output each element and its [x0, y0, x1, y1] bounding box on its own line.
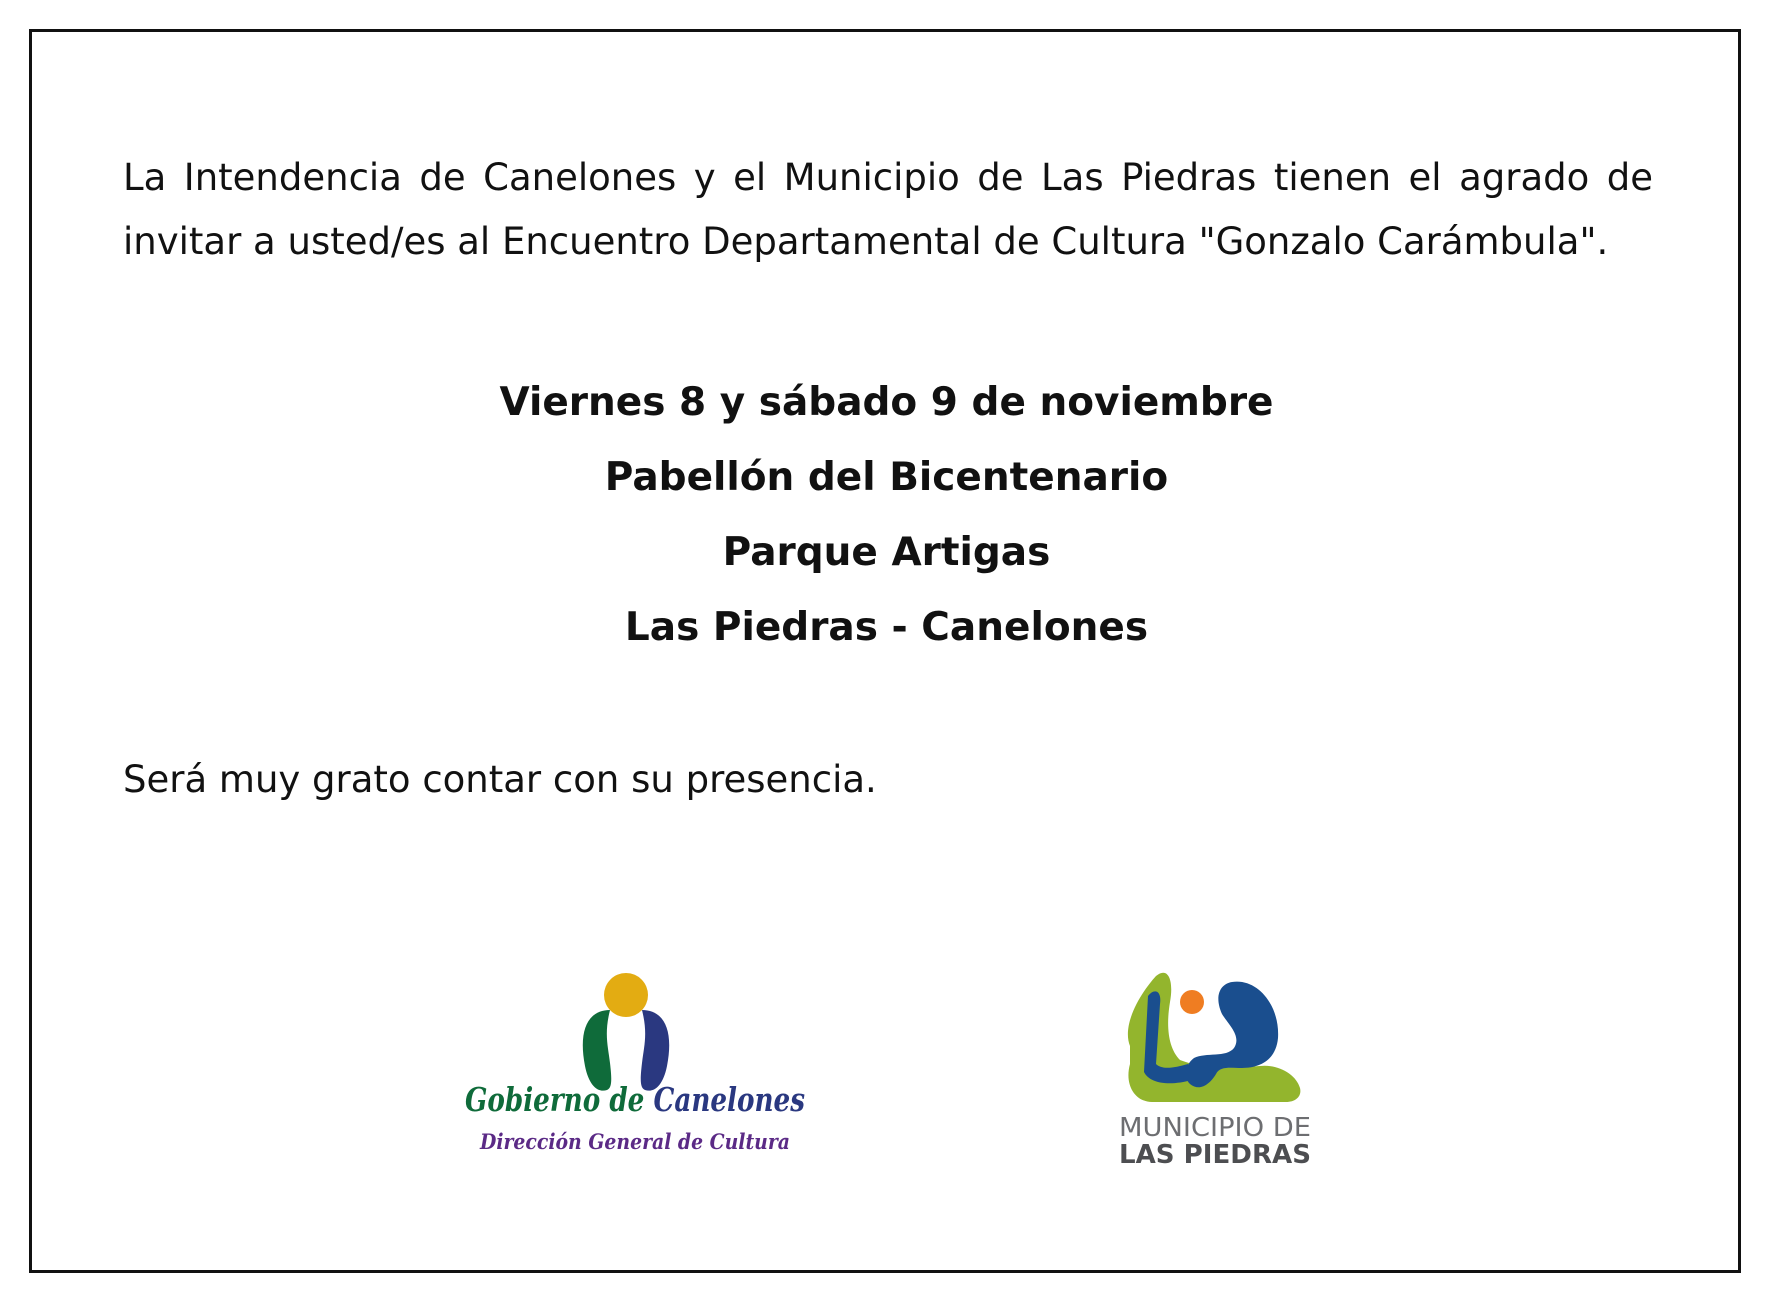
canelones-title-part1: Gobierno de: [465, 1080, 703, 1119]
canelones-logo: [460, 968, 845, 1168]
canelones-subtitle: Dirección General de Cultura: [479, 1129, 790, 1154]
event-date: Viernes 8 y sábado 9 de noviembre: [499, 380, 1274, 425]
event-venue: Pabellón del Bicentenario: [604, 455, 1169, 500]
piedras-logo-line1: MUNICIPIO DE: [1119, 1113, 1311, 1143]
piedras-logo: [1110, 968, 1320, 1173]
las-piedras-emblem-icon: [1128, 973, 1300, 1102]
svg-text:Gobierno de Canelones: [465, 1080, 845, 1119]
piedras-logo-line2: LAS PIEDRAS: [1119, 1140, 1311, 1170]
event-city: Las Piedras - Canelones: [624, 605, 1149, 650]
closing-line: Será muy grato contar con su presencia.: [123, 758, 877, 801]
event-park: Parque Artigas: [722, 530, 1051, 575]
invitation-intro: La Intendencia de Canelones y el Municipio de Las Piedras tienen el agrado de invitar a usted/es al Encuentro Departamental de Cultura "Gonzalo Carámbula".: [123, 156, 1653, 263]
canelones-emblem-icon: [583, 973, 669, 1091]
canelones-title-part2: Canelones: [653, 1080, 845, 1119]
